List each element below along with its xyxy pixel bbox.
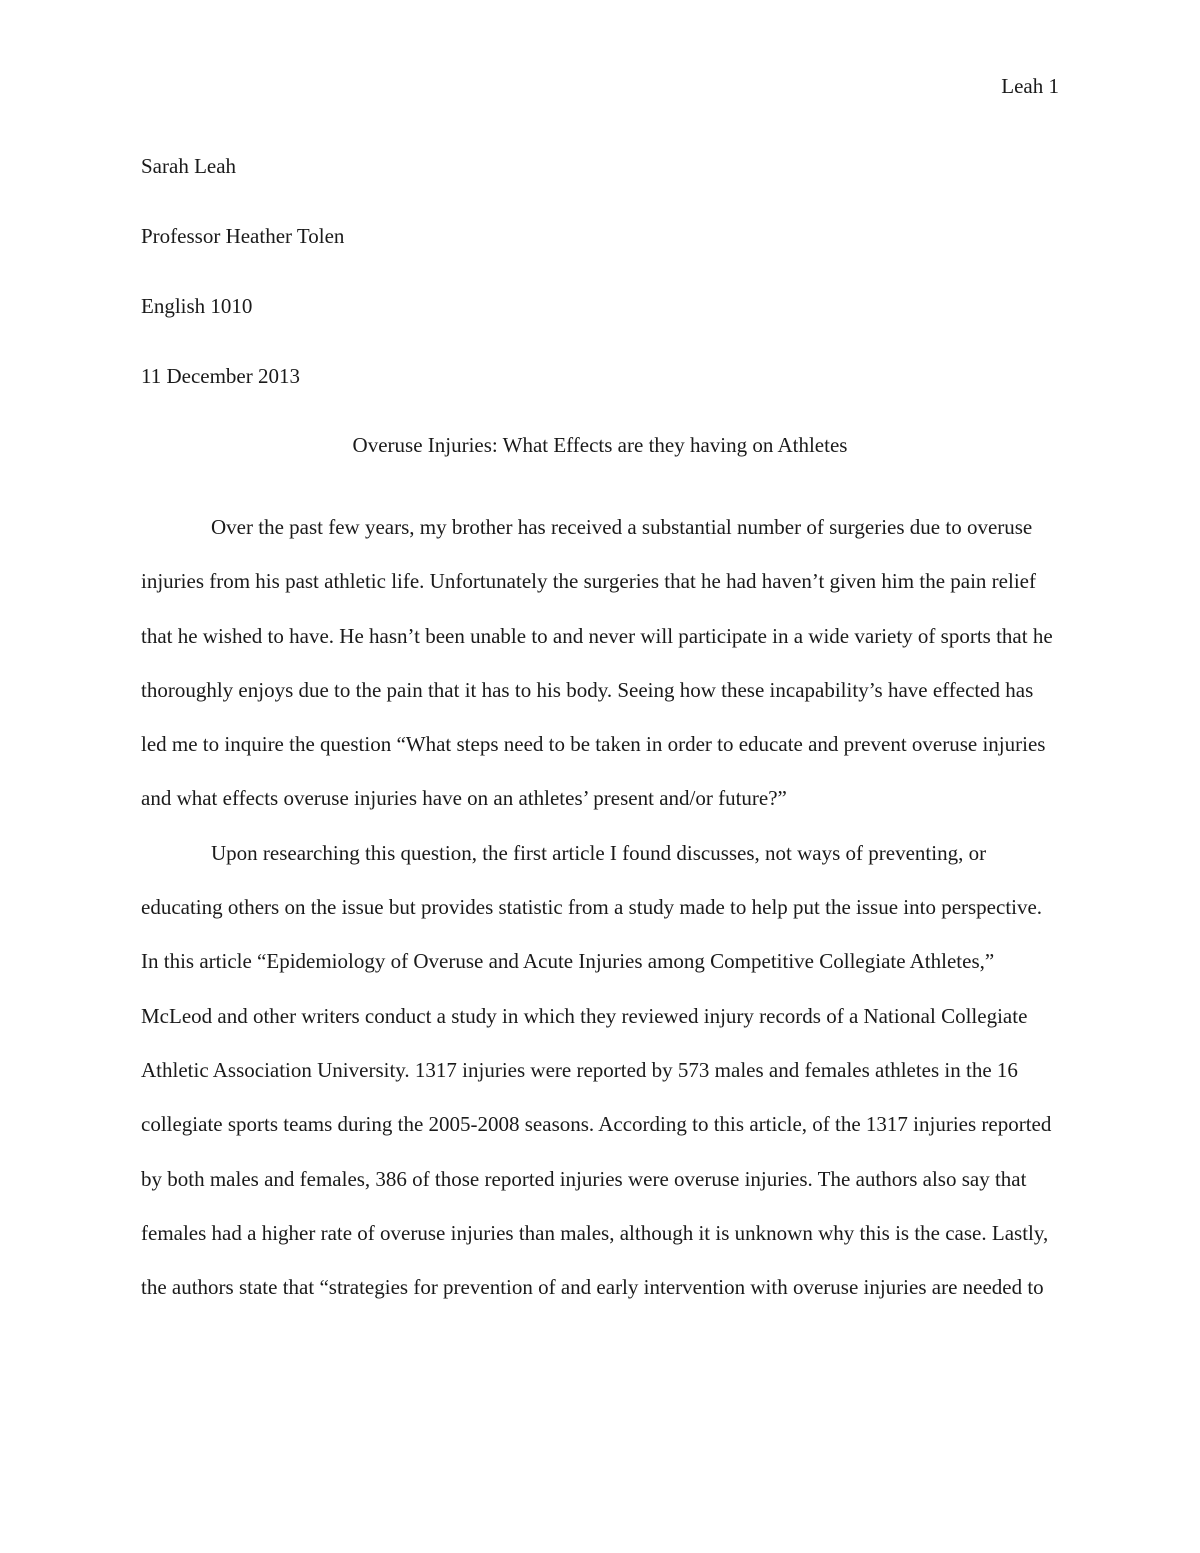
body-paragraph: Over the past few years, my brother has received a substantial number of surgeries due to overuse injuries from his past athletic life. Unfortunately the surgeries that he had haven’t given him the pain relief that he wished to have. He hasn’t been unable to and never will participate in a wide variety of sports that he thoroughly enjoys due to the pain that it has to his body. Seeing how these incapability’s have effected has led me to inquire the question “What steps need to be taken in order to educate and prevent overuse injuries and what effects overuse injuries have on an athletes’ present and/or future?” — [141, 515, 1053, 811]
course-name: English 1010 — [141, 294, 253, 318]
body-paragraph: Upon researching this question, the first article I found discusses, not ways of preventing, or educating others on the issue but provides statistic from a study made to help put the issue into perspective. In this article “Epidemiology of Overuse and Acute Injuries among Competitive Collegiate Athletes,” McLeod and other writers conduct a study in which they reviewed injury records of a National Collegiate Athletic Association University. 1317 injuries were reported by 573 males and females athletes in the 16 collegiate sports teams during the 2005-2008 seasons. According to this article, of the 1317 injuries reported by both males and females, 386 of those reported injuries were overuse injuries. The authors also say that females had a higher rate of overuse injuries than males, although it is unknown why this is the case. Lastly, the authors state that “strategies for prevention of and early intervention with overuse injuries are needed to — [141, 840, 1052, 1300]
body-text — [141, 500, 1059, 1314]
running-head: Leah 1 — [1001, 74, 1059, 98]
author-name: Sarah Leah — [141, 154, 237, 178]
paper-title: Overuse Injuries: What Effects are they having on Athletes — [352, 433, 848, 457]
instructor-name: Professor Heather Tolen — [141, 224, 345, 248]
heading-block — [141, 152, 1059, 432]
paper-date: 11 December 2013 — [141, 364, 300, 388]
